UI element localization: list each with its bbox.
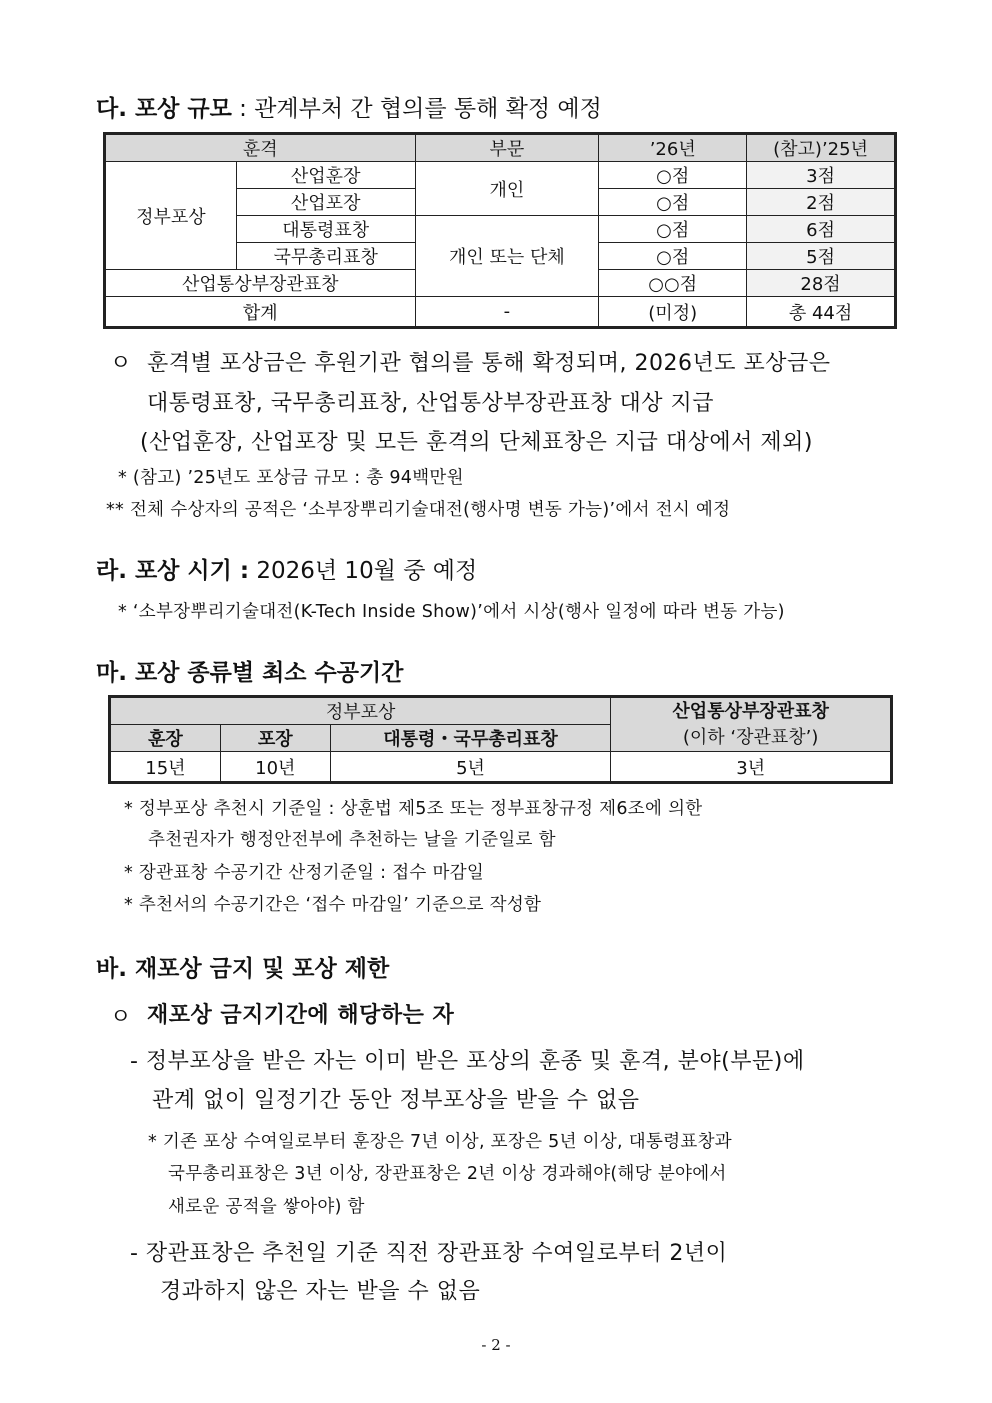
year26-cell: ○점 (599, 216, 747, 243)
year26-cell: ○점 (599, 189, 747, 216)
header-2026: ’26년 (599, 135, 747, 162)
note-deadline: * 장관표창 수공기간 산정기준일 : 접수 마감일 (124, 863, 485, 883)
note-base-date-line2: 추천권자가 행정안전부에 추천하는 날을 기준일로 함 (148, 830, 556, 850)
category-individual: 개인 (415, 162, 599, 216)
dash-item-2-line1: - 장관표창은 추천일 기준 직전 장관표창 수여일로부터 2년이 (130, 1241, 728, 1266)
section-c-label: 다. 포상 규모 (96, 96, 232, 122)
section-e-heading (96, 654, 403, 687)
category-both: 개인 또는 단체 (415, 216, 599, 297)
section-d-label: 라. 포상 시기 : (96, 558, 250, 584)
total-label: 합계 (106, 297, 416, 327)
header-minister-title: 산업통상부장관표창 (672, 700, 829, 722)
reaward-ban-subtitle: 재포상 금지기간에 해당하는 자 (147, 1003, 455, 1028)
section-d-text: 2026년 10월 중 예정 (249, 558, 478, 584)
header-category: 부문 (415, 135, 599, 162)
award-cell: 국무총리표창 (236, 243, 415, 270)
dash-item-1-line1: - 정부포상을 받은 자는 이미 받은 포상의 훈종 및 훈격, 분야(부문)에 (130, 1049, 805, 1074)
value-medal: 15년 (111, 752, 221, 782)
dash-item-2-line2: 경과하지 않은 자는 받을 수 없음 (160, 1279, 481, 1304)
total-2026: (미정) (599, 297, 747, 327)
dash-item-1-line2: 관계 없이 일정기간 동안 정부포상을 받을 수 없음 (152, 1088, 640, 1113)
min-period-table (110, 697, 891, 782)
award-cell: 산업훈장 (236, 162, 415, 189)
section-e-title: 마. 포상 종류별 최소 수공기간 (96, 660, 404, 686)
award-scale-table (105, 134, 895, 327)
year25-cell: 28점 (747, 270, 895, 297)
prize-paragraph-line1: 훈격별 포상금은 후원기관 협의를 통해 확정되며, 2026년도 포상금은 (147, 351, 831, 376)
section-c-heading (96, 90, 602, 123)
section-f-heading (96, 950, 389, 983)
bullet-marker: ㅇ (110, 1005, 132, 1030)
total-2025: 총 44점 (747, 297, 895, 327)
section-d-heading (96, 552, 477, 585)
note-period-line1: * 기존 포상 수여일로부터 훈장은 7년 이상, 포장은 5년 이상, 대통령표창과 (148, 1132, 733, 1152)
prize-paragraph-line2: 대통령표창, 국무총리표창, 산업통상부장관표창 대상 지급 (147, 391, 715, 416)
year26-cell: ○○점 (599, 270, 747, 297)
prize-paragraph-line3: (산업훈장, 산업포장 및 모든 훈격의 단체표창은 지급 대상에서 제외) (140, 430, 813, 455)
header-badge: 포장 (220, 725, 330, 752)
award-cell: 대통령표창 (236, 216, 415, 243)
year25-cell: 6점 (747, 216, 895, 243)
note-period-line3: 새로운 공적을 쌓아야) 함 (168, 1197, 365, 1217)
header-medal: 훈장 (111, 725, 221, 752)
award-cell: 산업통상부장관표창 (106, 270, 416, 297)
note-base-date-line1: * 정부포상 추천시 기준일 : 상훈법 제5조 또는 정부표창규정 제6조에 의한 (124, 799, 703, 819)
award-cell: 산업포장 (236, 189, 415, 216)
header-minister (611, 698, 891, 752)
year25-cell: 3점 (747, 162, 895, 189)
header-award: 훈격 (106, 135, 416, 162)
section-c-text: : 관계부처 간 협의를 통해 확정 예정 (231, 96, 602, 122)
note-2025-prize: * (참고) ’25년도 포상금 규모 : 총 94백만원 (118, 468, 464, 488)
header-gov: 정부포상 (111, 698, 611, 725)
year26-cell: ○점 (599, 162, 747, 189)
note-exhibition: ** 전체 수상자의 공적은 ‘소부장뿌리기술대전(행사명 변동 가능)’에서 전시 예정 (106, 500, 731, 520)
page-number: - 2 - (481, 1336, 511, 1354)
group-gov: 정부포상 (106, 162, 237, 270)
total-category: - (415, 297, 599, 327)
value-minister: 3년 (611, 752, 891, 782)
note-form: * 추천서의 수공기간은 ‘접수 마감일’ 기준으로 작성함 (124, 895, 542, 915)
section-f-title: 바. 재포상 금지 및 포상 제한 (96, 956, 390, 982)
year26-cell: ○점 (599, 243, 747, 270)
header-minister-sub: (이하 ‘장관표창’) (682, 726, 819, 748)
header-2025: (참고)’25년 (747, 135, 895, 162)
year25-cell: 5점 (747, 243, 895, 270)
note-ceremony: * ‘소부장뿌리기술대전(K-Tech Inside Show)’에서 시상(행사 일정에 따라 변동 가능) (118, 602, 785, 622)
year25-cell: 2점 (747, 189, 895, 216)
value-badge: 10년 (220, 752, 330, 782)
header-commendation: 대통령・국무총리표창 (330, 725, 611, 752)
bullet-marker: ㅇ (110, 351, 132, 376)
note-period-line2: 국무총리표창은 3년 이상, 장관표창은 2년 이상 경과해야(해당 분야에서 (168, 1164, 727, 1184)
value-commendation: 5년 (330, 752, 611, 782)
